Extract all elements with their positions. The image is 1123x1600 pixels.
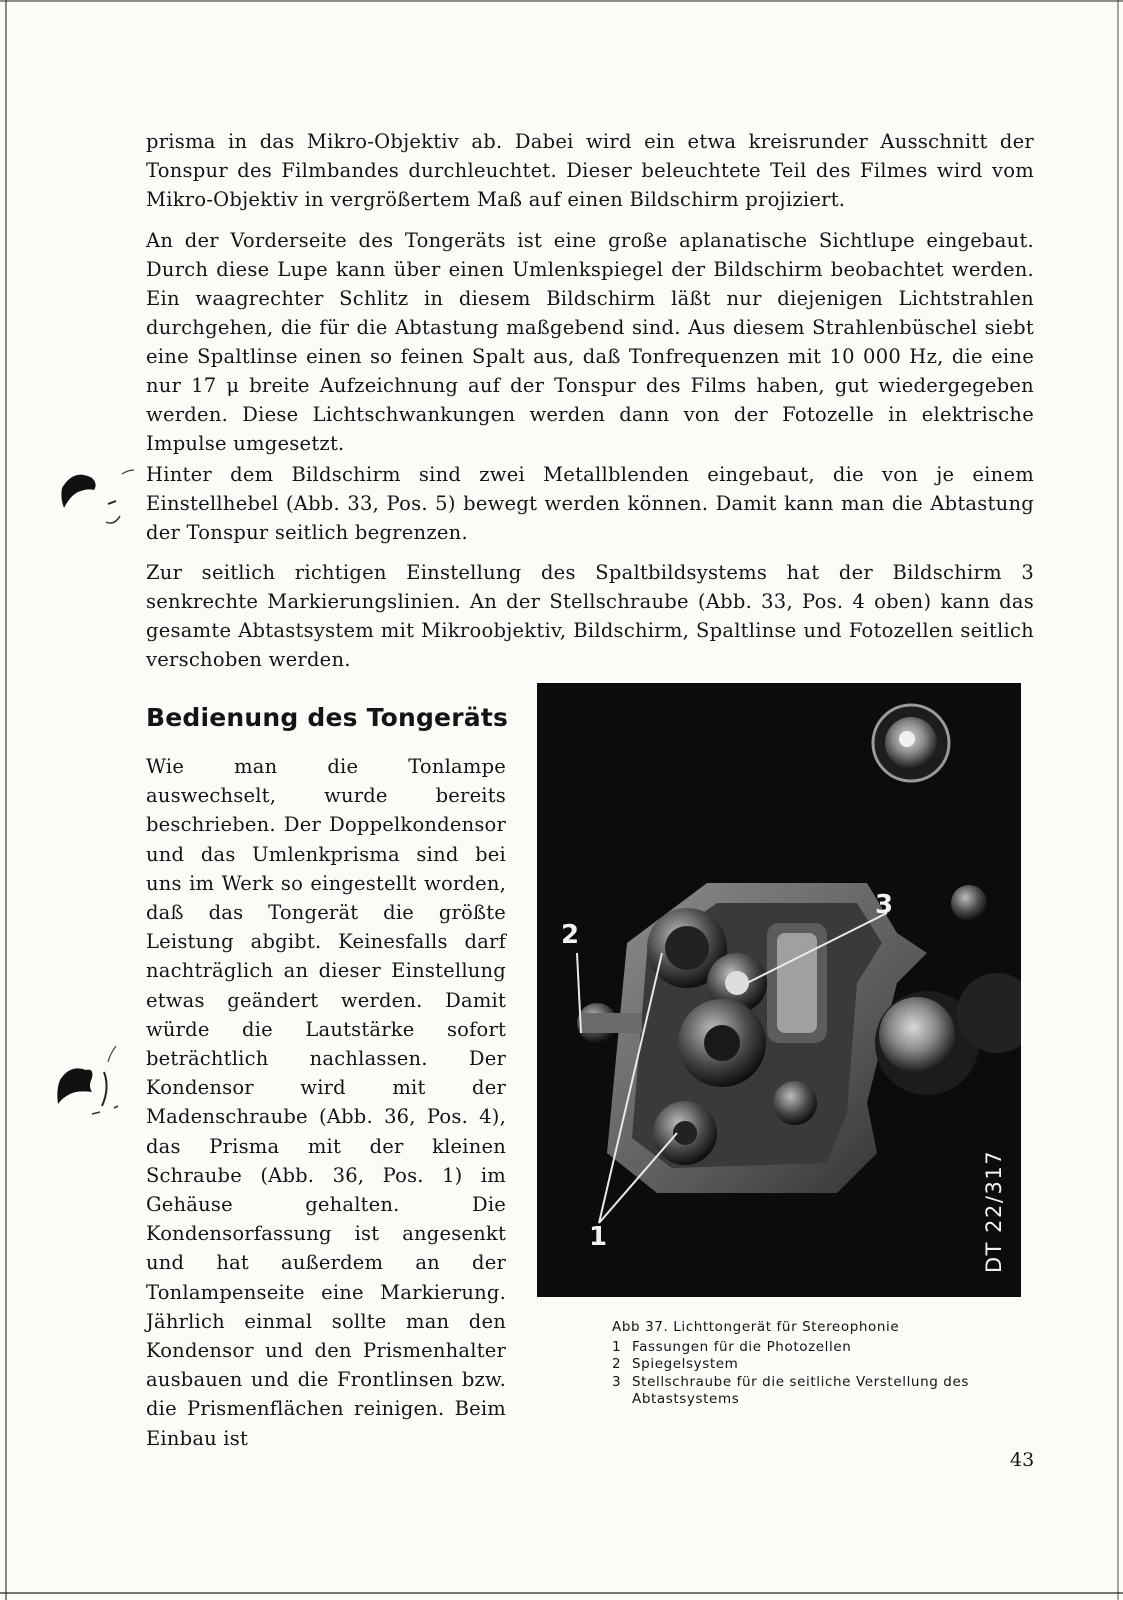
scan-top-edge bbox=[0, 0, 1123, 2]
margin-annotation-mark bbox=[48, 462, 138, 542]
scan-right-edge bbox=[1117, 0, 1119, 1600]
caption-title: Abb 37. Lichttongerät für Stereophonie bbox=[612, 1319, 900, 1335]
margin-annotation-mark bbox=[48, 1042, 138, 1132]
caption-item-number: 1 bbox=[612, 1338, 622, 1355]
caption-item-number: 3 bbox=[612, 1373, 622, 1390]
figure-label-1: 1 bbox=[589, 1222, 608, 1252]
body-paragraph: prisma in das Mikro-Objektiv ab. Dabei wird ein etwa kreisrunder Ausschnitt der Tonspur des Filmbandes durchleuchtet. Dieser beleuchtete Teil des Filmes wird vom Mikro-Objektiv in vergrößertem Maß auf einen Bildschirm projiziert. bbox=[146, 130, 1034, 211]
caption-item-text: Fassungen für die Photozellen bbox=[632, 1338, 852, 1355]
body-paragraph: Hinter dem Bildschirm sind zwei Metallblenden eingebaut, die von je einem Einstellhebel (Abb. 33, Pos. 5) bewegt werden können. Damit kann man die Abtastung der Tonspur seitlich begrenzen. bbox=[146, 463, 1034, 544]
figure-label-2: 2 bbox=[561, 920, 580, 950]
scan-left-edge bbox=[5, 0, 7, 1600]
caption-item-text: Stellschraube für die seitliche Verstellung des Abtastsystems bbox=[632, 1373, 970, 1407]
figure-photo bbox=[537, 683, 1021, 1297]
body-paragraph: An der Vorderseite des Tongeräts ist eine große aplanatische Sichtlupe eingebaut. Durch diese Lupe kann über einen Umlenkspiegel der Bildschirm beobachtet werden. Ein waagrechter Schlitz in diesem Bildschirm läßt nur diejenigen Lichtstrahlen durchgehen, die für die Abtastung maßgebend sind. Aus diesem Strahlenbüschel siebt eine Spaltlinse einen so feinen Spalt aus, daß Tonfrequenzen mit 10 000 Hz, die eine nur 17 μ breite Aufzeichnung auf der Tonspur des Films haben, gut wiedergegeben werden. Diese Lichtschwankungen werden dann von der Fotozelle in elektrische Impulse umgesetzt. bbox=[146, 229, 1034, 455]
section-body-text: Wie man die Tonlampe auswechselt, wurde bereits beschrieben. Der Doppelkondensor und das Umlenkprisma sind bei uns im Werk so eingestellt worden, daß das Tongerät die größte Leistung abgibt. Keinesfalls darf nachträglich an dieser Einstellung etwas geändert werden. Damit würde die Lautstärke sofort beträchtlich nachlassen. Der Kondensor wird mit der Madenschraube (Abb. 36, Pos. 4), das Prisma mit der kleinen Schraube (Abb. 36, Pos. 1) im Gehäuse gehalten. Die Kondensorfassung ist angesenkt und hat außerdem an der Tonlampenseite eine Markierung. Jährlich einmal sollte man den Kondensor und den Prismenhalter ausbauen und die Frontlinsen bzw. die Prismenflächen reinigen. Beim Einbau ist bbox=[146, 755, 506, 1450]
section-heading: Bedienung des Tongeräts bbox=[146, 703, 509, 732]
scan-bottom-edge bbox=[0, 1592, 1123, 1594]
figure-caption bbox=[612, 1319, 1012, 1409]
page-number: 43 bbox=[1010, 1449, 1035, 1471]
sound-unit-photo-illustration bbox=[537, 683, 1021, 1297]
caption-item-number: 2 bbox=[612, 1356, 622, 1372]
caption-item bbox=[612, 1339, 1012, 1357]
figure-stamp: DT 22/317 bbox=[982, 1149, 1006, 1273]
body-paragraph: Zur seitlich richtigen Einstellung des Spaltbildsystems hat der Bildschirm 3 senkrechte Markierungslinien. An der Stellschraube (Abb. 33, Pos. 4 oben) kann das gesamte Abtastsystem mit Mikroobjektiv, Bildschirm, Spaltlinse und Fotozellen seitlich verschoben werden. bbox=[146, 561, 1034, 671]
caption-item-text: Spiegelsystem bbox=[632, 1356, 739, 1372]
caption-item bbox=[612, 1356, 1012, 1374]
figure-label-3: 3 bbox=[875, 890, 894, 920]
caption-item bbox=[612, 1374, 1012, 1409]
